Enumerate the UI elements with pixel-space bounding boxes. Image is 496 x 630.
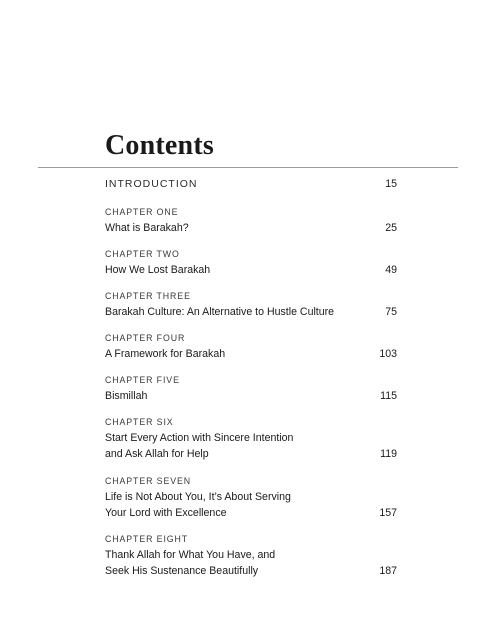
chapter-label: CHAPTER SEVEN [105, 476, 192, 486]
chapter-label: CHAPTER THREE [105, 291, 191, 301]
chapter-label: CHAPTER FOUR [105, 333, 186, 343]
contents-heading: Contents [105, 130, 214, 161]
chapter-page-number: 119 [380, 448, 397, 460]
chapter-label: CHAPTER ONE [105, 207, 179, 217]
chapter-label: CHAPTER TWO [105, 249, 180, 259]
introduction-page-number: 15 [385, 178, 397, 190]
heading-divider [38, 167, 458, 168]
chapter-page-number: 49 [385, 264, 397, 276]
chapter-title-line-2: Seek His Sustenance Beautifully [105, 565, 259, 577]
chapter-page-number: 103 [379, 348, 397, 360]
chapter-label: CHAPTER SIX [105, 417, 174, 427]
chapter-title-line-1: Start Every Action with Sincere Intention [105, 432, 294, 444]
chapter-title: What is Barakah? [105, 222, 189, 234]
chapter-title: A Framework for Barakah [105, 348, 226, 360]
chapter-title-line-1: Life is Not About You, It’s About Serving [105, 491, 291, 503]
chapter-label: CHAPTER FIVE [105, 375, 180, 385]
chapter-title: Barakah Culture: An Alternative to Hustle Culture [105, 306, 335, 318]
chapter-title-line-2: Your Lord with Excellence [105, 507, 227, 519]
chapter-label: CHAPTER EIGHT [105, 534, 189, 544]
chapter-title-line-2: and Ask Allah for Help [105, 448, 209, 460]
chapter-title: Bismillah [105, 390, 148, 402]
chapter-page-number: 157 [379, 507, 397, 519]
chapter-page-number: 187 [379, 565, 397, 577]
chapter-title-line-1: Thank Allah for What You Have, and [105, 549, 276, 561]
chapter-page-number: 25 [385, 222, 397, 234]
chapter-title: How We Lost Barakah [105, 264, 211, 276]
introduction-label: INTRODUCTION [105, 178, 198, 190]
chapter-page-number: 75 [385, 306, 397, 318]
chapter-page-number: 115 [380, 390, 397, 402]
